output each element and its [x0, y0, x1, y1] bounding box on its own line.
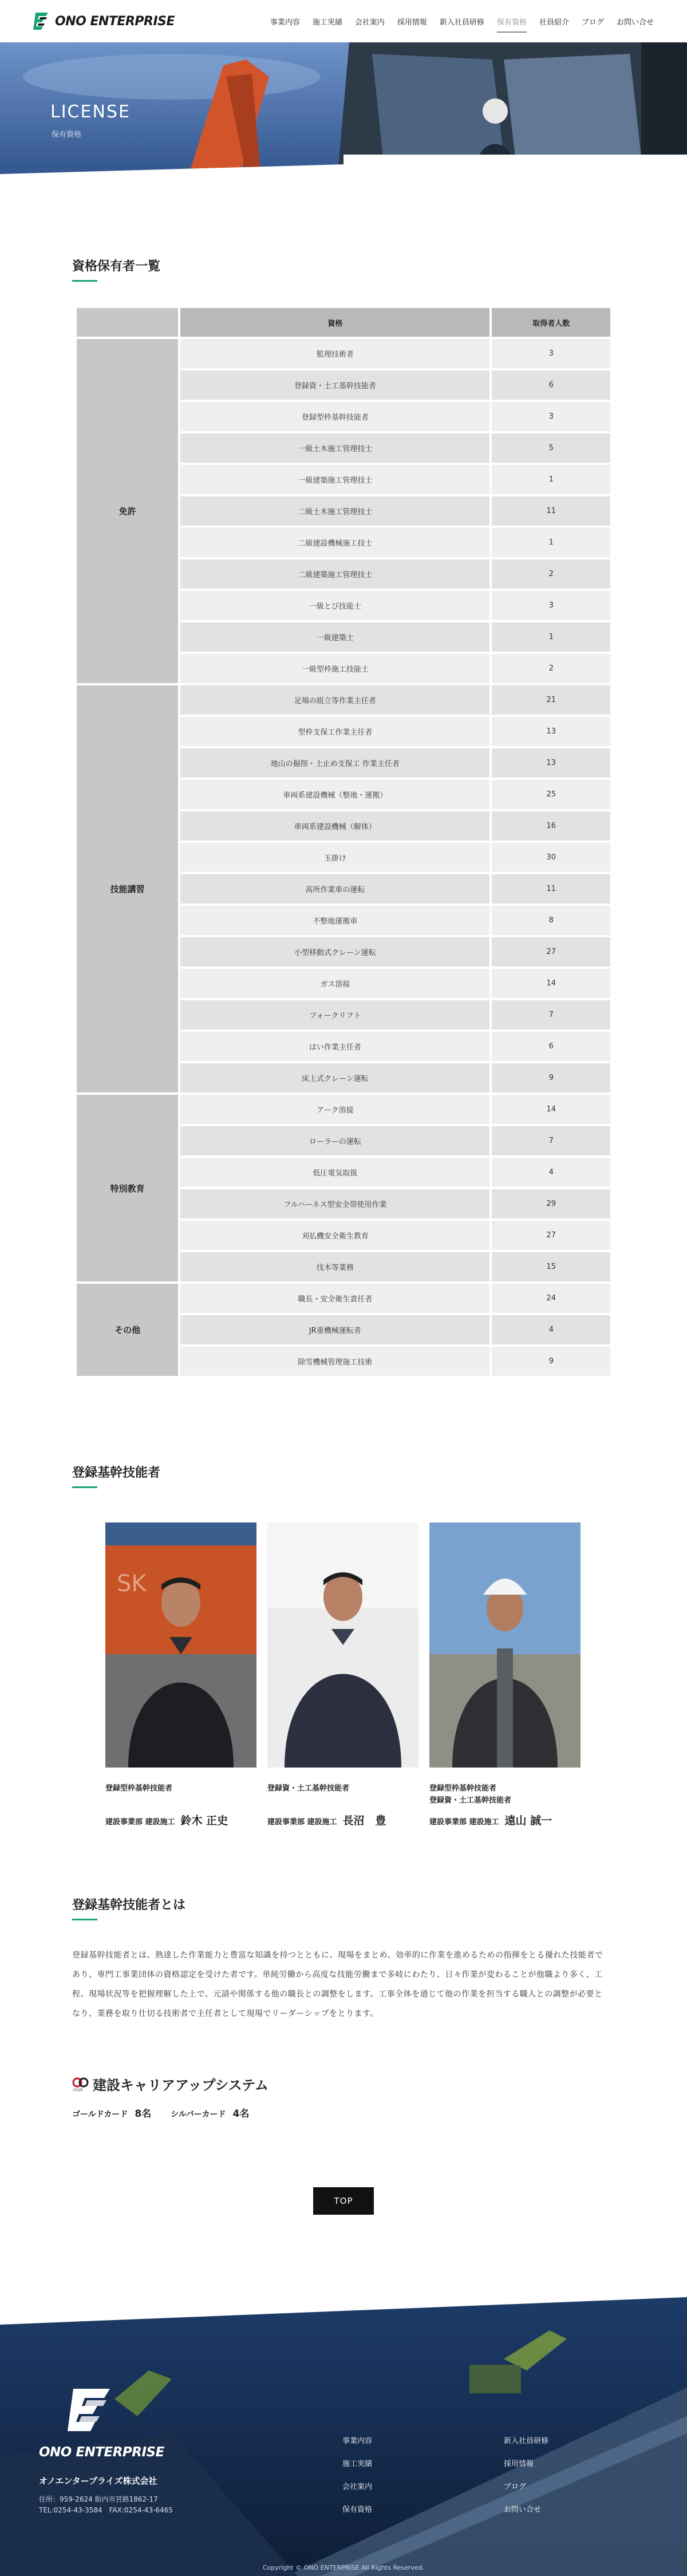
qualification-cell: 高所作業車の運転 — [180, 874, 489, 904]
qualification-cell: 一級土木施工管理技士 — [180, 433, 489, 463]
qualification-cell: JR重機械運転者 — [180, 1315, 489, 1344]
staff-role-line: 登録型枠基幹技能者 — [429, 1784, 497, 1793]
hero-subtitle: 保有資格 — [52, 131, 82, 139]
qualification-cell: 二級建設機械施工技士 — [180, 528, 489, 557]
back-to-top-button[interactable]: TOP — [313, 2187, 374, 2215]
main-nav — [270, 13, 654, 30]
qualification-cell: 小型移動式クレーン運転 — [180, 937, 489, 967]
footer-nav-item[interactable]: 事業内容 — [342, 2437, 373, 2445]
qualification-cell: 地山の掘削・土止め支保工 作業主任者 — [180, 748, 489, 778]
qualification-cell: 車両系建設機械（解体） — [180, 811, 489, 841]
qualification-cell: 刈払機安全衛生教育 — [180, 1221, 489, 1250]
staff-name: 鈴木 正史 — [180, 1814, 228, 1827]
gold-card-label: ゴールドカード — [72, 2110, 128, 2119]
count-cell: 2 — [492, 559, 610, 589]
count-cell: 4 — [492, 1158, 610, 1187]
oe-logo-icon — [33, 11, 50, 31]
qualification-cell: はい作業主任者 — [180, 1032, 489, 1061]
nav-item[interactable]: 新入社員研修 — [439, 18, 484, 27]
count-cell: 5 — [492, 433, 610, 463]
qualification-cell: 一級建築施工管理技士 — [180, 465, 489, 494]
count-cell: 27 — [492, 1221, 610, 1250]
qualification-cell: 職長・安全衛生責任者 — [180, 1284, 489, 1313]
staff-card — [105, 1522, 256, 1828]
count-cell: 15 — [492, 1252, 610, 1281]
qualification-cell: 二級土木施工管理技士 — [180, 496, 489, 526]
qualification-cell: フォークリフト — [180, 1000, 489, 1029]
count-cell: 4 — [492, 1315, 610, 1344]
qualification-cell: 除雪機械管理施工技術 — [180, 1347, 489, 1376]
accent-line — [72, 1486, 97, 1488]
qualification-cell: 足場の組立等作業主任者 — [180, 685, 489, 715]
staff-photo — [105, 1522, 256, 1768]
count-cell: 11 — [492, 874, 610, 904]
qualification-cell: 一級とび技能士 — [180, 591, 489, 620]
qualification-cell: 二級建築施工管理技士 — [180, 559, 489, 589]
card-counts — [72, 2105, 687, 2120]
footer-nav-item[interactable]: 保有資格 — [342, 2506, 373, 2514]
footer-tel: TEL:0254-43-3584 FAX:0254-43-6465 — [39, 2506, 173, 2514]
hero-title: LICENSE — [50, 102, 131, 122]
table-row — [77, 1095, 610, 1124]
silver-card-label: シルバーカード — [171, 2110, 226, 2119]
qualification-cell: 車両系建設機械（整地・運搬） — [180, 780, 489, 809]
staff-name: 遠山 誠一 — [504, 1814, 552, 1827]
ccus-block — [72, 2074, 687, 2094]
qualification-cell: 伐木等業務 — [180, 1252, 489, 1281]
staff-list — [105, 1522, 687, 1828]
staff-role — [429, 1782, 581, 1806]
table-row — [77, 339, 610, 368]
category-cell: その他 — [77, 1284, 178, 1376]
staff-name: 長沼 豊 — [342, 1814, 386, 1827]
about-text: 登録基幹技能者とは、熟達した作業能力と豊富な知識を持つとともに、現場をまとめ、効率的に作業を進めるための指揮をとる優れた技能者であり、専門工事業団体の資格認定を受けた者です。単純労働から高度な技能労働まで多岐にわたり、日々作業が変わることが他職より多く、工程、現場状況等を把握理解した上で、元請や関係する他の職長との調整をします。工事全体を通じて他の作業を担当する職人との調整が必要となり、業務を取り仕切る技術者で主任者として現場でリーダーシップをとります。 — [72, 1951, 603, 2018]
staff-role-line: 登録資・土工基幹技能者 — [429, 1796, 512, 1805]
about-heading: 登録基幹技能者とは — [72, 1898, 186, 1912]
count-cell: 13 — [492, 717, 610, 746]
column-header-count: 取得者人数 — [492, 308, 610, 337]
count-cell: 3 — [492, 339, 610, 368]
license-heading: 資格保有者一覧 — [72, 259, 161, 274]
qualification-cell: 一級型枠施工技能士 — [180, 654, 489, 683]
site-header — [0, 0, 687, 42]
count-cell: 1 — [492, 465, 610, 494]
nav-item[interactable]: ブログ — [581, 18, 604, 27]
table-row — [77, 1284, 610, 1313]
table-corner-cell — [77, 308, 178, 337]
footer-nav-item[interactable]: 新入社員研修 — [504, 2437, 549, 2445]
category-cell: 技能講習 — [77, 685, 178, 1092]
count-cell: 27 — [492, 937, 610, 967]
site-footer — [0, 2285, 687, 2576]
nav-item[interactable]: お問い合せ — [616, 18, 654, 27]
count-cell: 14 — [492, 1095, 610, 1124]
count-cell: 7 — [492, 1000, 610, 1029]
footer-company: オノエンタープライズ株式会社 — [39, 2476, 157, 2486]
staff-dept — [267, 1812, 418, 1828]
site-logo[interactable] — [33, 11, 175, 31]
staff-role-line: 登録型枠基幹技能者 — [105, 1784, 173, 1793]
nav-item[interactable]: 採用情報 — [397, 18, 427, 27]
count-cell: 3 — [492, 591, 610, 620]
qualification-cell: ローラーの運転 — [180, 1126, 489, 1155]
qualification-cell: 床上式クレーン運転 — [180, 1063, 489, 1092]
silver-card-count — [171, 2105, 249, 2120]
count-cell: 7 — [492, 1126, 610, 1155]
qualification-cell: 登録型枠基幹技能者 — [180, 402, 489, 431]
staff-role-line: 登録資・土工基幹技能者 — [267, 1784, 350, 1793]
count-cell: 24 — [492, 1284, 610, 1313]
column-header-qualification: 資格 — [180, 308, 489, 337]
footer-nav-item[interactable]: 施工実績 — [342, 2460, 373, 2468]
staff-heading: 登録基幹技能者 — [72, 1466, 161, 1480]
count-cell: 16 — [492, 811, 610, 841]
staff-photo — [267, 1522, 418, 1768]
count-cell: 13 — [492, 748, 610, 778]
gold-card-number: 8名 — [135, 2108, 152, 2120]
staff-role — [105, 1782, 256, 1806]
staff-dept — [105, 1812, 256, 1828]
staff-role — [267, 1782, 418, 1806]
count-cell: 1 — [492, 528, 610, 557]
count-cell: 25 — [492, 780, 610, 809]
count-cell: 2 — [492, 654, 610, 683]
staff-photo — [429, 1522, 581, 1768]
footer-nav-item[interactable]: 採用情報 — [504, 2460, 534, 2468]
staff-dept — [429, 1812, 581, 1828]
staff-card — [429, 1522, 581, 1828]
count-cell: 3 — [492, 402, 610, 431]
qualification-cell: 登録資・土工基幹技能者 — [180, 370, 489, 400]
qualification-cell: 低圧電気取扱 — [180, 1158, 489, 1187]
accent-line — [72, 280, 97, 282]
qualification-cell: 型枠支保工作業主任者 — [180, 717, 489, 746]
category-cell: 特別教育 — [77, 1095, 178, 1281]
copyright: Copyright © ONO ENTERPRISE All Rights Reserved. — [262, 2564, 425, 2571]
accent-line — [72, 1919, 97, 1920]
qualification-cell: 不整地運搬車 — [180, 906, 489, 935]
hero — [0, 42, 687, 174]
staff-dept-label: 建設事業部 建設施工 — [105, 1818, 175, 1827]
count-cell: 8 — [492, 906, 610, 935]
count-cell: 14 — [492, 969, 610, 998]
ccus-logo-text: CCUS — [73, 2088, 83, 2092]
silver-card-number: 4名 — [232, 2108, 250, 2120]
staff-dept-label: 建設事業部 建設施工 — [267, 1818, 337, 1827]
count-cell: 6 — [492, 370, 610, 400]
nav-item[interactable]: 保有資格 — [497, 13, 527, 30]
footer-nav-item[interactable]: お問い合せ — [504, 2506, 542, 2514]
footer-brand: ONO ENTERPRISE — [39, 2445, 164, 2460]
gold-card-count — [72, 2105, 151, 2120]
footer-nav-item[interactable]: ブログ — [504, 2483, 527, 2491]
nav-item[interactable]: 事業内容 — [270, 18, 300, 27]
nav-item[interactable]: 会社案内 — [354, 18, 385, 27]
footer-nav — [342, 2435, 590, 2514]
count-cell: 9 — [492, 1063, 610, 1092]
footer-nav-item[interactable]: 会社案内 — [342, 2483, 373, 2491]
qualification-cell: フルハーネス型安全帯使用作業 — [180, 1189, 489, 1218]
category-cell: 免許 — [77, 339, 178, 683]
staff-dept-label: 建設事業部 建設施工 — [429, 1818, 499, 1827]
ccus-title: 建設キャリアアップシステム — [93, 2077, 269, 2093]
footer-logo-icon — [68, 2385, 116, 2433]
qualification-cell: 監理技術者 — [180, 339, 489, 368]
footer-address-line: 住所：959-2624 胎内市宮路1862-17 — [39, 2495, 158, 2503]
brand-name: ONO ENTERPRISE — [55, 14, 175, 29]
qualification-cell: アーク溶接 — [180, 1095, 489, 1124]
qualification-cell: 一級建築士 — [180, 622, 489, 652]
count-cell: 29 — [492, 1189, 610, 1218]
nav-item[interactable]: 社員紹介 — [539, 18, 569, 27]
count-cell: 30 — [492, 843, 610, 872]
count-cell: 1 — [492, 622, 610, 652]
ccus-logo-icon — [72, 2077, 89, 2092]
footer-address — [39, 2494, 173, 2516]
license-table — [74, 306, 613, 1378]
qualification-cell: ガス溶接 — [180, 969, 489, 998]
table-header-row — [77, 308, 610, 337]
nav-item[interactable]: 施工実績 — [312, 18, 342, 27]
count-cell: 21 — [492, 685, 610, 715]
qualification-cell: 玉掛け — [180, 843, 489, 872]
count-cell: 9 — [492, 1347, 610, 1376]
svg-text:SK: SK — [117, 1571, 147, 1597]
license-table-wrap — [74, 306, 613, 1378]
count-cell: 11 — [492, 496, 610, 526]
table-row — [77, 685, 610, 715]
count-cell: 6 — [492, 1032, 610, 1061]
staff-card — [267, 1522, 418, 1828]
